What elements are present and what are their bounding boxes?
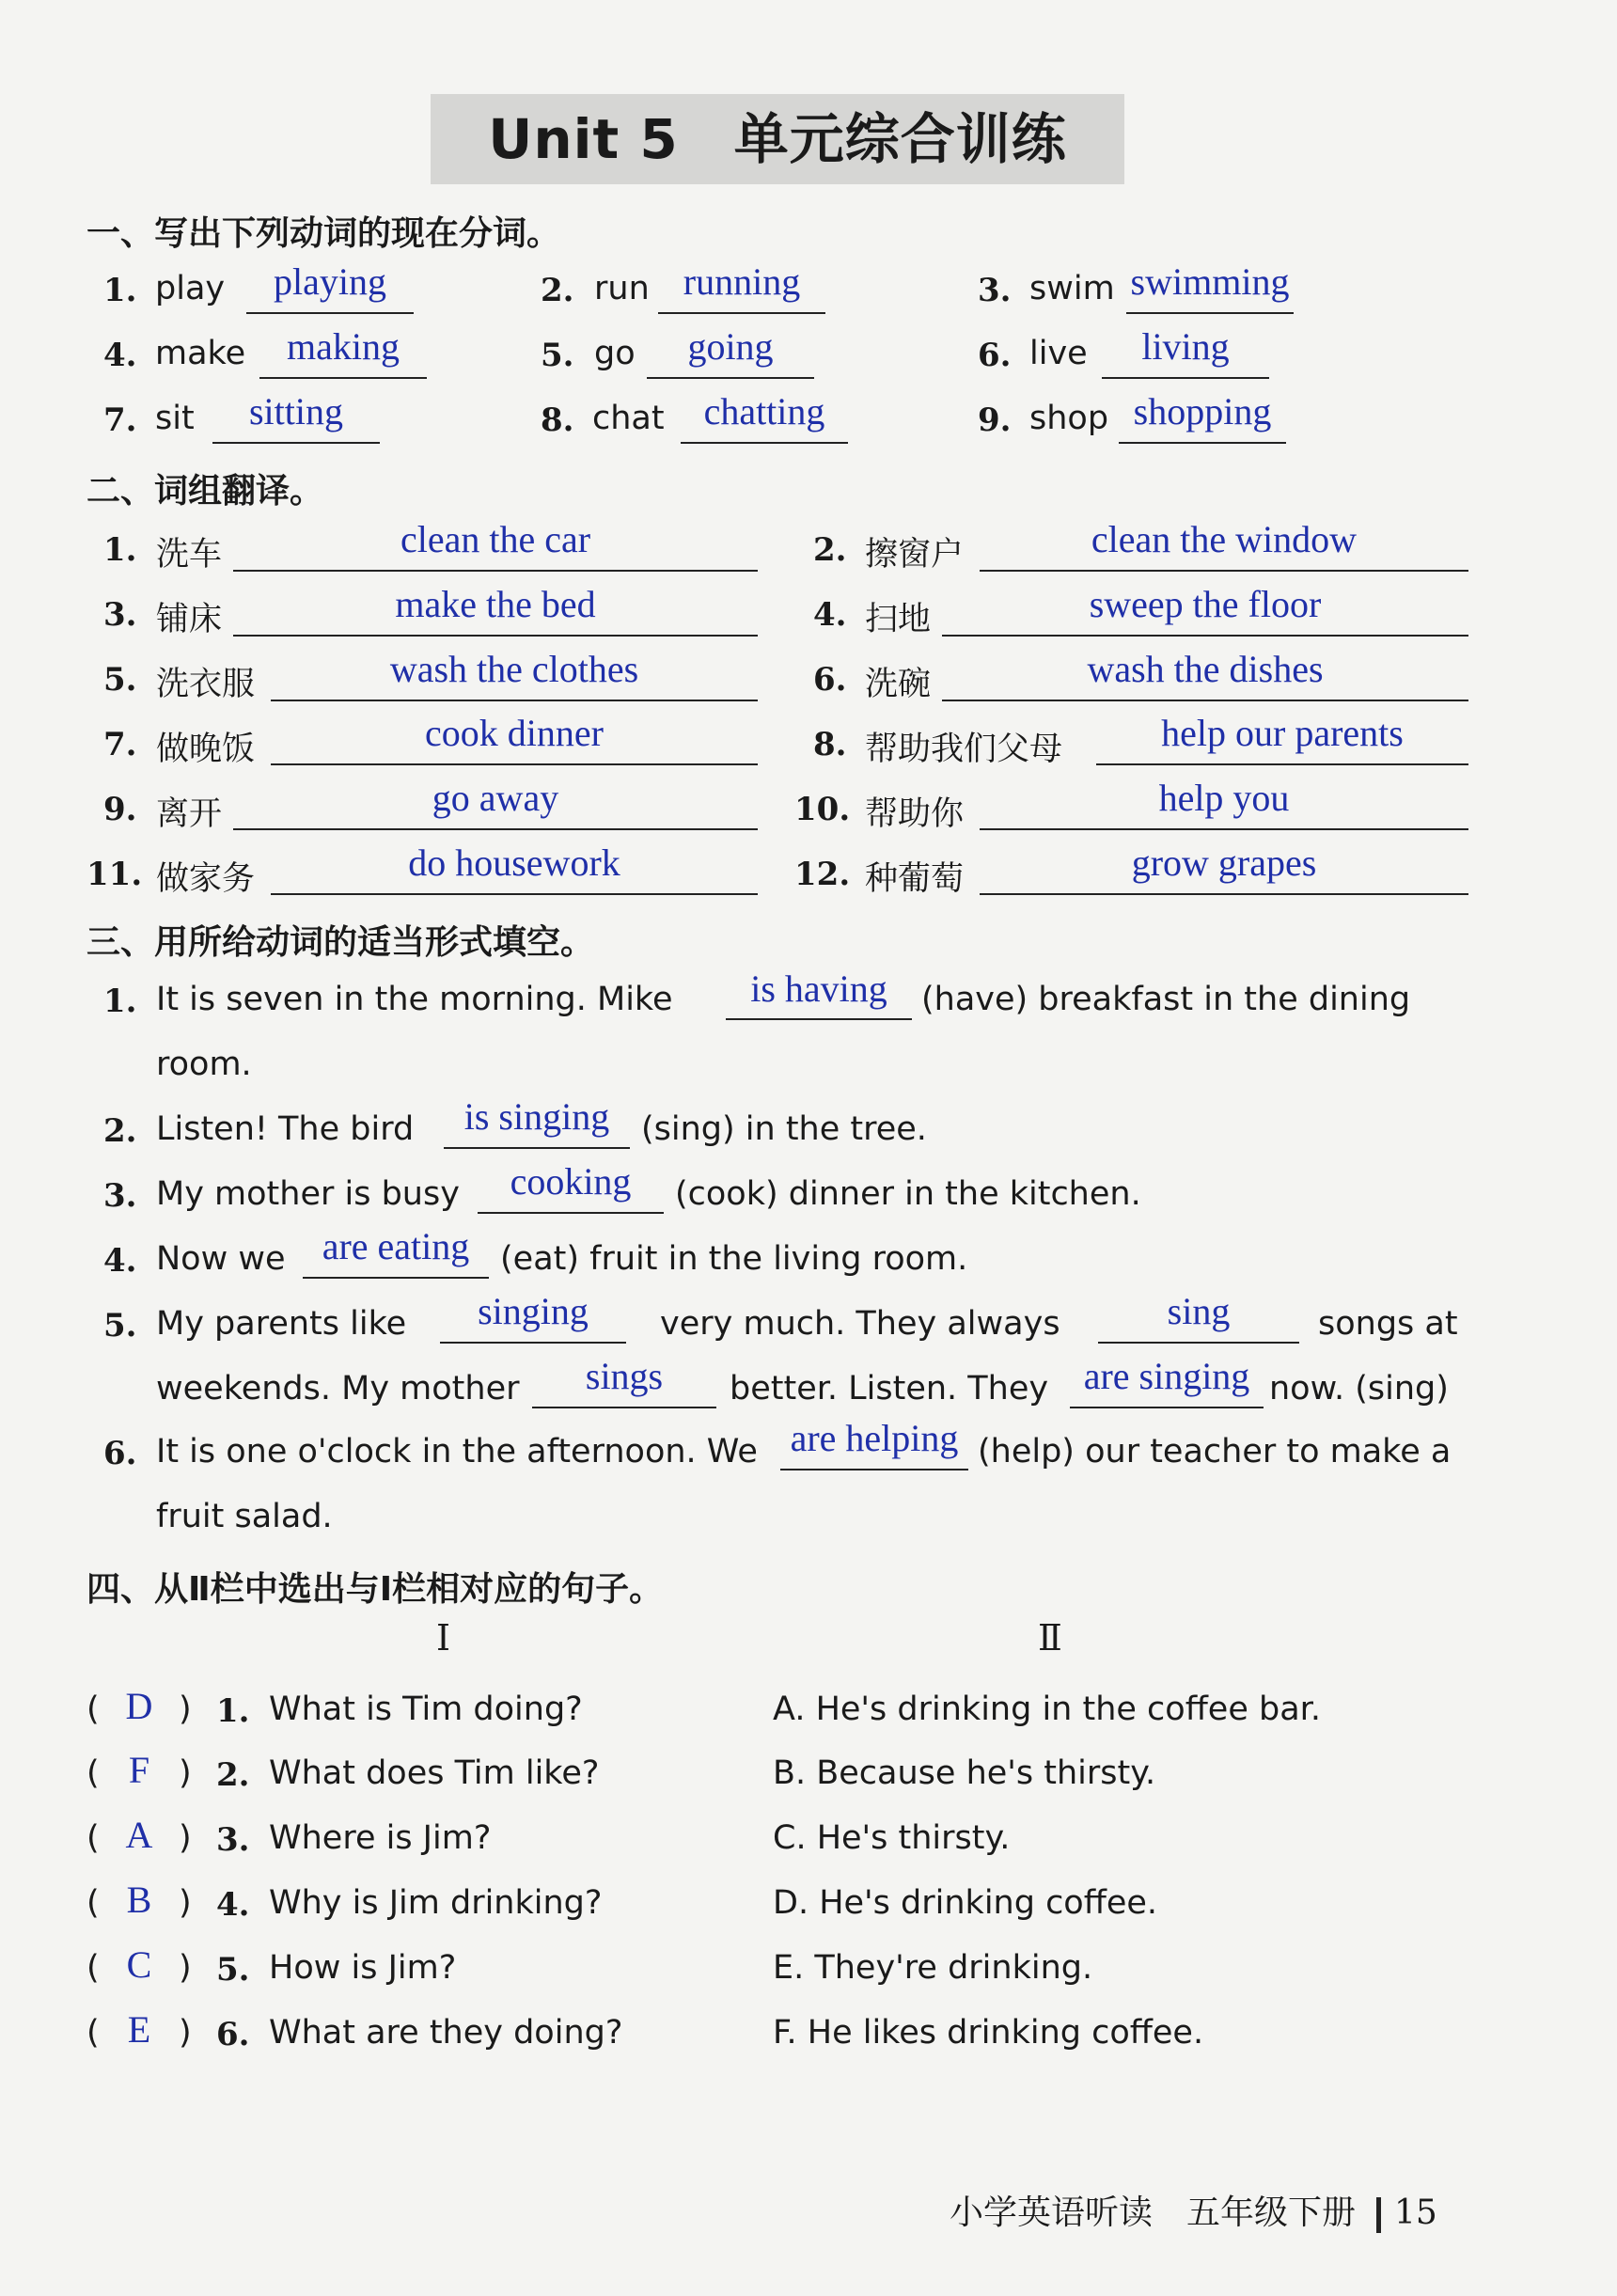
match-answer: F: [128, 1749, 150, 1791]
question-text: (eat) fruit in the living room.: [500, 1240, 968, 1278]
item-number: 4.: [813, 596, 847, 634]
verb-word: swim: [1029, 270, 1115, 307]
item-number: 1.: [103, 531, 137, 569]
answer-text: cooking: [510, 1160, 632, 1203]
answer-line: [980, 828, 1468, 830]
answer-line: [780, 1469, 968, 1470]
answer-line: [271, 700, 758, 701]
item-number: 6.: [216, 2016, 250, 2053]
answer-line: [647, 377, 814, 379]
item-number: 8.: [813, 726, 847, 763]
item-number: 5.: [216, 1951, 250, 1989]
answer-line: [1070, 1407, 1264, 1408]
question-text: now. (sing): [1269, 1370, 1449, 1407]
answer-text: going: [687, 325, 774, 368]
section-1-heading: 一、写出下列动词的现在分词。: [86, 214, 561, 253]
question-text: Why is Jim drinking?: [269, 1884, 603, 1922]
answer-line: [681, 442, 848, 444]
question-text: What are they doing?: [269, 2014, 623, 2052]
answer-line: [259, 377, 427, 379]
item-number: 7.: [103, 726, 137, 763]
answer-line: [271, 763, 758, 765]
answer-paren-close: ): [179, 1949, 192, 1987]
answer-text: singing: [478, 1290, 589, 1332]
answer-paren-open: (: [86, 2014, 100, 2052]
question-text: What is Tim doing?: [269, 1691, 583, 1728]
item-number: 2.: [216, 1756, 250, 1794]
footer-divider: [1376, 2197, 1381, 2233]
answer-text: sing: [1167, 1290, 1231, 1332]
column-2-label: Ⅱ: [1038, 1617, 1062, 1659]
item-number: 3.: [103, 1177, 137, 1215]
item-number: 2.: [103, 1112, 137, 1150]
page-title: Unit 5 单元综合训练: [431, 94, 1124, 184]
answer-text: are singing: [1083, 1355, 1250, 1397]
chinese-phrase: 洗车: [156, 536, 223, 574]
item-number: 5.: [103, 661, 137, 699]
answer-text: shopping: [1133, 390, 1272, 432]
item-number: 5.: [103, 1307, 137, 1345]
item-number: 3.: [216, 1821, 250, 1859]
answer-line: [1126, 312, 1294, 314]
answer-text: sweep the floor: [1089, 583, 1322, 625]
question-text: (cook) dinner in the kitchen.: [675, 1175, 1141, 1213]
verb-word: make: [155, 335, 246, 372]
answer-text: sitting: [248, 390, 344, 432]
chinese-phrase: 洗衣服: [156, 666, 256, 703]
answer-paren-open: (: [86, 1949, 100, 1987]
chinese-phrase: 擦窗户: [865, 536, 965, 574]
answer-line: [658, 312, 825, 314]
question-text: What does Tim like?: [269, 1754, 600, 1792]
question-text: (sing) in the tree.: [641, 1110, 927, 1148]
verb-word: go: [594, 335, 636, 372]
answer-paren-close: ): [179, 2014, 192, 2052]
item-number: 1.: [216, 1692, 250, 1730]
item-number: 4.: [216, 1886, 250, 1924]
answer-line: [980, 570, 1468, 572]
answer-line: [532, 1407, 716, 1408]
answer-line: [478, 1212, 664, 1214]
option-text: F. He likes drinking coffee.: [773, 2014, 1204, 2052]
option-text: B. Because he's thirsty.: [773, 1754, 1156, 1792]
answer-text: is singing: [463, 1095, 610, 1138]
answer-line: [1119, 442, 1286, 444]
answer-text: help our parents: [1161, 712, 1404, 754]
answer-text: sings: [585, 1355, 664, 1397]
answer-text: cook dinner: [425, 712, 604, 754]
option-text: E. They're drinking.: [773, 1949, 1093, 1987]
answer-paren-open: (: [86, 1884, 100, 1922]
item-number: 9.: [103, 791, 137, 828]
item-number: 6.: [978, 337, 1012, 374]
answer-paren-open: (: [86, 1691, 100, 1728]
verb-word: chat: [592, 400, 665, 437]
answer-text: wash the dishes: [1087, 648, 1324, 690]
section-4-heading: 四、从Ⅱ栏中选出与Ⅰ栏相对应的句子。: [86, 1570, 664, 1609]
item-number: 4.: [103, 1242, 137, 1280]
answer-line: [271, 893, 758, 895]
answer-line: [246, 312, 414, 314]
page-number: 15: [1394, 2194, 1437, 2232]
chinese-phrase: 离开: [156, 795, 223, 833]
item-number: 9.: [978, 401, 1012, 439]
question-text: Now we: [156, 1240, 286, 1278]
answer-text: make the bed: [395, 583, 596, 625]
answer-text: chatting: [703, 390, 825, 432]
item-number: 11.: [86, 856, 143, 893]
answer-text: are helping: [790, 1417, 959, 1459]
answer-paren-open: (: [86, 1754, 100, 1792]
question-text: Listen! The bird: [156, 1110, 415, 1148]
option-text: C. He's thirsty.: [773, 1819, 1011, 1857]
answer-text: making: [287, 325, 400, 368]
option-text: A. He's drinking in the coffee bar.: [773, 1691, 1321, 1728]
item-number: 2.: [813, 531, 847, 569]
chinese-phrase: 帮助我们父母: [865, 731, 1063, 768]
item-number: 3.: [103, 596, 137, 634]
chinese-phrase: 扫地: [865, 601, 932, 638]
answer-paren-close: ): [179, 1884, 192, 1922]
answer-line: [1102, 377, 1269, 379]
section-3-heading: 三、用所给动词的适当形式填空。: [86, 923, 595, 962]
answer-line: [233, 635, 758, 637]
match-answer: C: [126, 1943, 152, 1986]
chinese-phrase: 洗碗: [865, 666, 932, 703]
answer-paren-close: ): [179, 1819, 192, 1857]
item-number: 6.: [813, 661, 847, 699]
answer-text: living: [1141, 325, 1230, 368]
answer-text: swimming: [1130, 260, 1290, 303]
book-title: 小学英语听读 五年级下册: [950, 2194, 1357, 2232]
verb-word: play: [155, 270, 226, 307]
item-number: 8.: [541, 401, 574, 439]
item-number: 5.: [541, 337, 574, 374]
question-text: (have) breakfast in the dining: [921, 981, 1411, 1018]
match-answer: E: [127, 2008, 151, 2051]
item-number: 10.: [794, 791, 851, 828]
answer-line: [1096, 763, 1468, 765]
answer-text: is having: [750, 967, 887, 1010]
answer-line: [233, 570, 758, 572]
chinese-phrase: 帮助你: [865, 795, 965, 833]
answer-line: [212, 442, 380, 444]
section-2-heading: 二、词组翻译。: [86, 472, 324, 511]
question-text: fruit salad.: [156, 1498, 333, 1535]
verb-word: sit: [155, 400, 195, 437]
answer-paren-close: ): [179, 1754, 192, 1792]
question-text: room.: [156, 1046, 252, 1083]
item-number: 7.: [103, 401, 137, 439]
question-text: It is seven in the morning. Mike: [156, 981, 673, 1018]
item-number: 1.: [103, 272, 137, 309]
answer-text: are eating: [322, 1225, 470, 1267]
option-text: D. He's drinking coffee.: [773, 1884, 1158, 1922]
verb-word: shop: [1029, 400, 1109, 437]
answer-text: clean the car: [400, 518, 591, 560]
answer-line: [942, 635, 1468, 637]
answer-text: clean the window: [1091, 518, 1358, 560]
answer-line: [444, 1147, 630, 1149]
match-answer: D: [125, 1685, 153, 1727]
answer-text: grow grapes: [1131, 841, 1317, 884]
question-text: How is Jim?: [269, 1949, 457, 1987]
answer-line: [1098, 1342, 1299, 1344]
answer-text: wash the clothes: [389, 648, 639, 690]
answer-line: [726, 1018, 912, 1020]
question-text: very much. They always: [660, 1305, 1060, 1343]
answer-line: [980, 893, 1468, 895]
answer-line: [233, 828, 758, 830]
item-number: 6.: [103, 1435, 137, 1472]
chinese-phrase: 铺床: [156, 601, 223, 638]
question-text: My mother is busy: [156, 1175, 460, 1213]
answer-line: [942, 700, 1468, 701]
page-footer: [950, 2186, 1437, 2234]
question-text: weekends. My mother: [156, 1370, 520, 1407]
question-text: My parents like: [156, 1305, 407, 1343]
answer-line: [303, 1277, 489, 1279]
verb-word: live: [1029, 335, 1088, 372]
question-text: better. Listen. They: [730, 1370, 1049, 1407]
question-text: It is one o'clock in the afternoon. We: [156, 1433, 758, 1470]
item-number: 4.: [103, 337, 137, 374]
chinese-phrase: 做晚饭: [156, 731, 256, 768]
answer-text: playing: [274, 260, 386, 303]
answer-text: do housework: [408, 841, 620, 884]
answer-text: running: [683, 260, 801, 303]
answer-line: [440, 1342, 626, 1344]
item-number: 3.: [978, 272, 1012, 309]
question-text: songs at: [1318, 1305, 1458, 1343]
chinese-phrase: 种葡萄: [865, 860, 965, 898]
column-1-label: Ⅰ: [436, 1617, 451, 1659]
item-number: 1.: [103, 983, 137, 1020]
question-text: Where is Jim?: [269, 1819, 492, 1857]
match-answer: A: [125, 1814, 153, 1856]
chinese-phrase: 做家务: [156, 860, 256, 898]
item-number: 12.: [794, 856, 851, 893]
answer-paren-open: (: [86, 1819, 100, 1857]
question-text: (help) our teacher to make a: [978, 1433, 1452, 1470]
answer-text: go away: [432, 777, 559, 819]
verb-word: run: [594, 270, 650, 307]
answer-text: help you: [1158, 777, 1290, 819]
match-answer: B: [126, 1879, 152, 1921]
item-number: 2.: [541, 272, 574, 309]
answer-paren-close: ): [179, 1691, 192, 1728]
